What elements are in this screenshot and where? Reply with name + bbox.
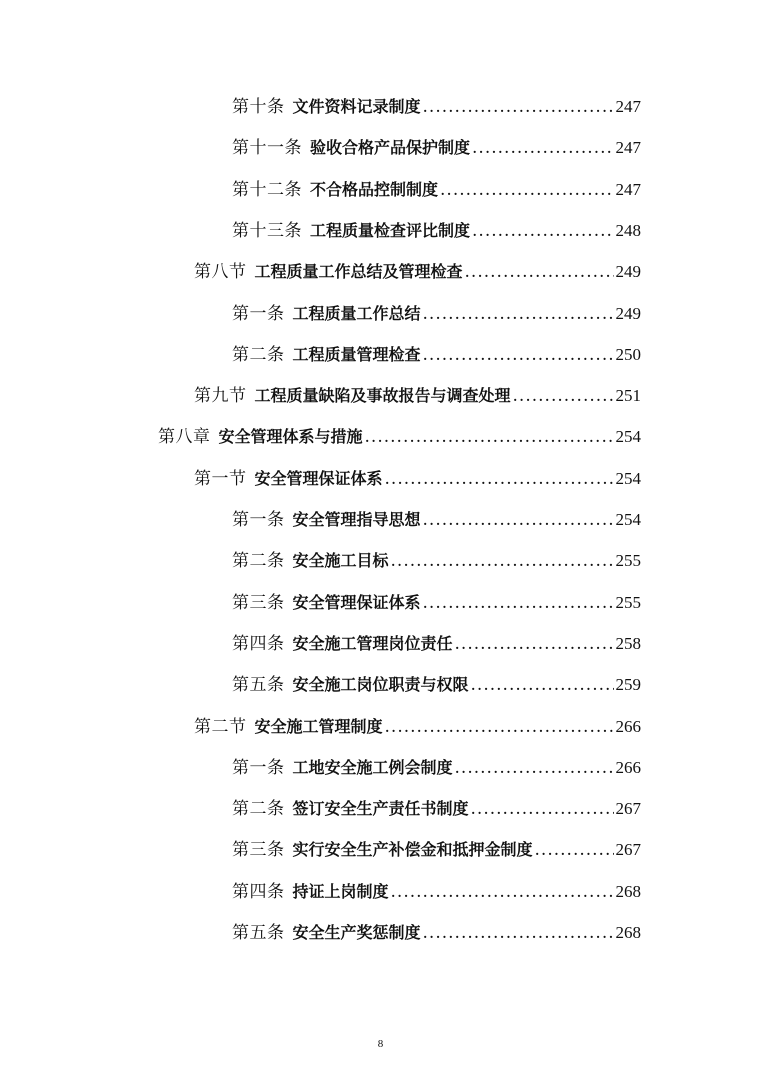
toc-dot-leader [455, 634, 614, 654]
toc-entry-number: 第三条 [232, 592, 285, 613]
toc-entry-number: 第十二条 [232, 179, 302, 200]
toc-dot-leader [423, 923, 614, 943]
toc-entry-number: 第一条 [232, 757, 285, 778]
toc-entry-title: 安全管理保证体系 [254, 468, 383, 488]
toc-entry-number: 第五条 [232, 923, 285, 943]
toc-entry-page: 258 [615, 633, 641, 653]
toc-entry[interactable] [232, 92, 641, 117]
toc-entry-number: 第一条 [232, 510, 285, 530]
toc-dot-leader [440, 180, 613, 200]
toc-dot-leader [513, 386, 614, 406]
toc-entry-page: 268 [615, 881, 641, 901]
toc-entry-title: 实行安全生产补偿金和抵押金制度 [292, 840, 533, 860]
toc-entry-page: 251 [615, 386, 641, 406]
toc-dot-leader [535, 840, 614, 860]
toc-entry-number: 第四条 [232, 633, 285, 654]
toc-entry[interactable] [232, 753, 641, 778]
toc-entry-number: 第八节 [194, 262, 247, 283]
toc-entry-title: 安全管理体系与措施 [218, 427, 363, 447]
toc-entry-number: 第一节 [194, 468, 247, 489]
toc-entry-title: 验收合格产品保护制度 [310, 138, 471, 158]
toc-entry-number: 第二条 [232, 344, 285, 365]
toc-entry-page: 249 [615, 262, 641, 282]
toc-entry[interactable] [232, 505, 641, 530]
toc-entry-title: 安全管理保证体系 [292, 592, 421, 612]
toc-entry-title: 工程质量检查评比制度 [310, 220, 471, 240]
toc-entry[interactable] [232, 877, 641, 902]
toc-entry-page: 254 [615, 427, 641, 447]
toc-dot-leader [391, 551, 614, 571]
toc-entry[interactable] [232, 670, 641, 695]
toc-entry-page: 267 [615, 840, 641, 860]
toc-entry-number: 第二条 [232, 551, 285, 572]
toc-entry-page: 249 [615, 303, 641, 323]
toc-entry-page: 259 [615, 675, 641, 695]
toc-entry[interactable] [232, 216, 641, 241]
toc-dot-leader [472, 221, 613, 241]
toc-entry-title: 安全施工管理制度 [254, 716, 383, 736]
toc-entry-title: 工程质量工作总结 [292, 303, 421, 323]
toc-dot-leader [455, 758, 614, 778]
toc-dot-leader [472, 138, 613, 158]
toc-entry[interactable] [194, 712, 641, 737]
toc-entry-title: 安全施工管理岗位责任 [292, 633, 453, 653]
toc-entry[interactable] [232, 588, 641, 613]
toc-dot-leader [365, 427, 614, 447]
toc-entry-page: 254 [615, 468, 641, 488]
toc-dot-leader [471, 675, 614, 695]
toc-entry-title: 工程质量缺陷及事故报告与调查处理 [254, 386, 511, 406]
toc-dot-leader [423, 97, 614, 117]
toc-entry-number: 第二节 [194, 716, 247, 737]
toc-entry[interactable] [232, 175, 641, 200]
toc-entry-title: 工程质量工作总结及管理检查 [254, 262, 463, 282]
toc-entry-number: 第一条 [232, 303, 285, 324]
toc-entry-title: 安全施工岗位职责与权限 [292, 675, 469, 695]
toc-entry-title: 签订安全生产责任书制度 [292, 799, 469, 819]
toc-entry-title: 安全施工目标 [292, 551, 389, 571]
toc-entry-number: 第二条 [232, 799, 285, 820]
toc-entry-title: 安全管理指导思想 [292, 510, 421, 529]
toc-dot-leader [385, 717, 614, 737]
toc-dot-leader [423, 593, 614, 613]
toc-entry-title: 持证上岗制度 [292, 881, 389, 901]
toc-dot-leader [471, 799, 614, 819]
toc-entry-page: 255 [615, 551, 641, 571]
toc-entry-page: 248 [615, 220, 641, 240]
toc-entry-title: 不合格品控制制度 [310, 179, 439, 199]
toc-entry-page: 247 [615, 97, 641, 116]
toc-entry-page: 267 [615, 799, 641, 819]
toc-entry[interactable] [232, 340, 641, 365]
toc-entry[interactable] [232, 629, 641, 654]
toc-dot-leader [385, 469, 614, 489]
toc-entry-number: 第十条 [232, 97, 285, 117]
toc-dot-leader [423, 304, 614, 324]
toc-entry[interactable] [232, 133, 641, 158]
toc-entry[interactable] [194, 381, 641, 406]
toc-entry-page: 268 [615, 923, 641, 942]
toc-entry[interactable] [194, 257, 641, 282]
toc-entry-number: 第十三条 [232, 220, 302, 241]
toc-entry-number: 第八章 [158, 427, 211, 448]
toc-entry-page: 250 [615, 344, 641, 364]
toc-dot-leader [391, 882, 614, 902]
toc-entry-number: 第三条 [232, 840, 285, 861]
toc-entry-title: 工程质量管理检查 [292, 344, 421, 364]
toc-entry-number: 第十一条 [232, 138, 302, 159]
toc-entry[interactable] [194, 464, 641, 489]
toc-entry-page: 266 [615, 757, 641, 777]
toc-entry[interactable] [232, 835, 641, 860]
toc-entry[interactable] [158, 422, 641, 447]
toc-entry-number: 第四条 [232, 881, 285, 902]
toc-entry-title: 工地安全施工例会制度 [292, 757, 453, 777]
toc-entry-number: 第五条 [232, 675, 285, 696]
toc-entry-page: 255 [615, 592, 641, 612]
toc-entry-title: 安全生产奖惩制度 [292, 923, 421, 942]
toc-entry[interactable] [232, 299, 641, 324]
toc-entry-page: 266 [615, 716, 641, 736]
toc-entry-number: 第九节 [194, 386, 247, 407]
toc-entry-title: 文件资料记录制度 [292, 97, 421, 116]
toc-dot-leader [423, 345, 614, 365]
toc-entry-page: 254 [615, 510, 641, 529]
toc-entry[interactable] [232, 794, 641, 819]
toc-dot-leader [465, 262, 614, 282]
toc-entry[interactable] [232, 918, 641, 943]
toc-entry[interactable] [232, 546, 641, 571]
toc-entry-page: 247 [615, 179, 641, 199]
page-number: 8 [377, 1038, 384, 1050]
toc-dot-leader [423, 510, 614, 530]
toc-entry-page: 247 [615, 138, 641, 158]
